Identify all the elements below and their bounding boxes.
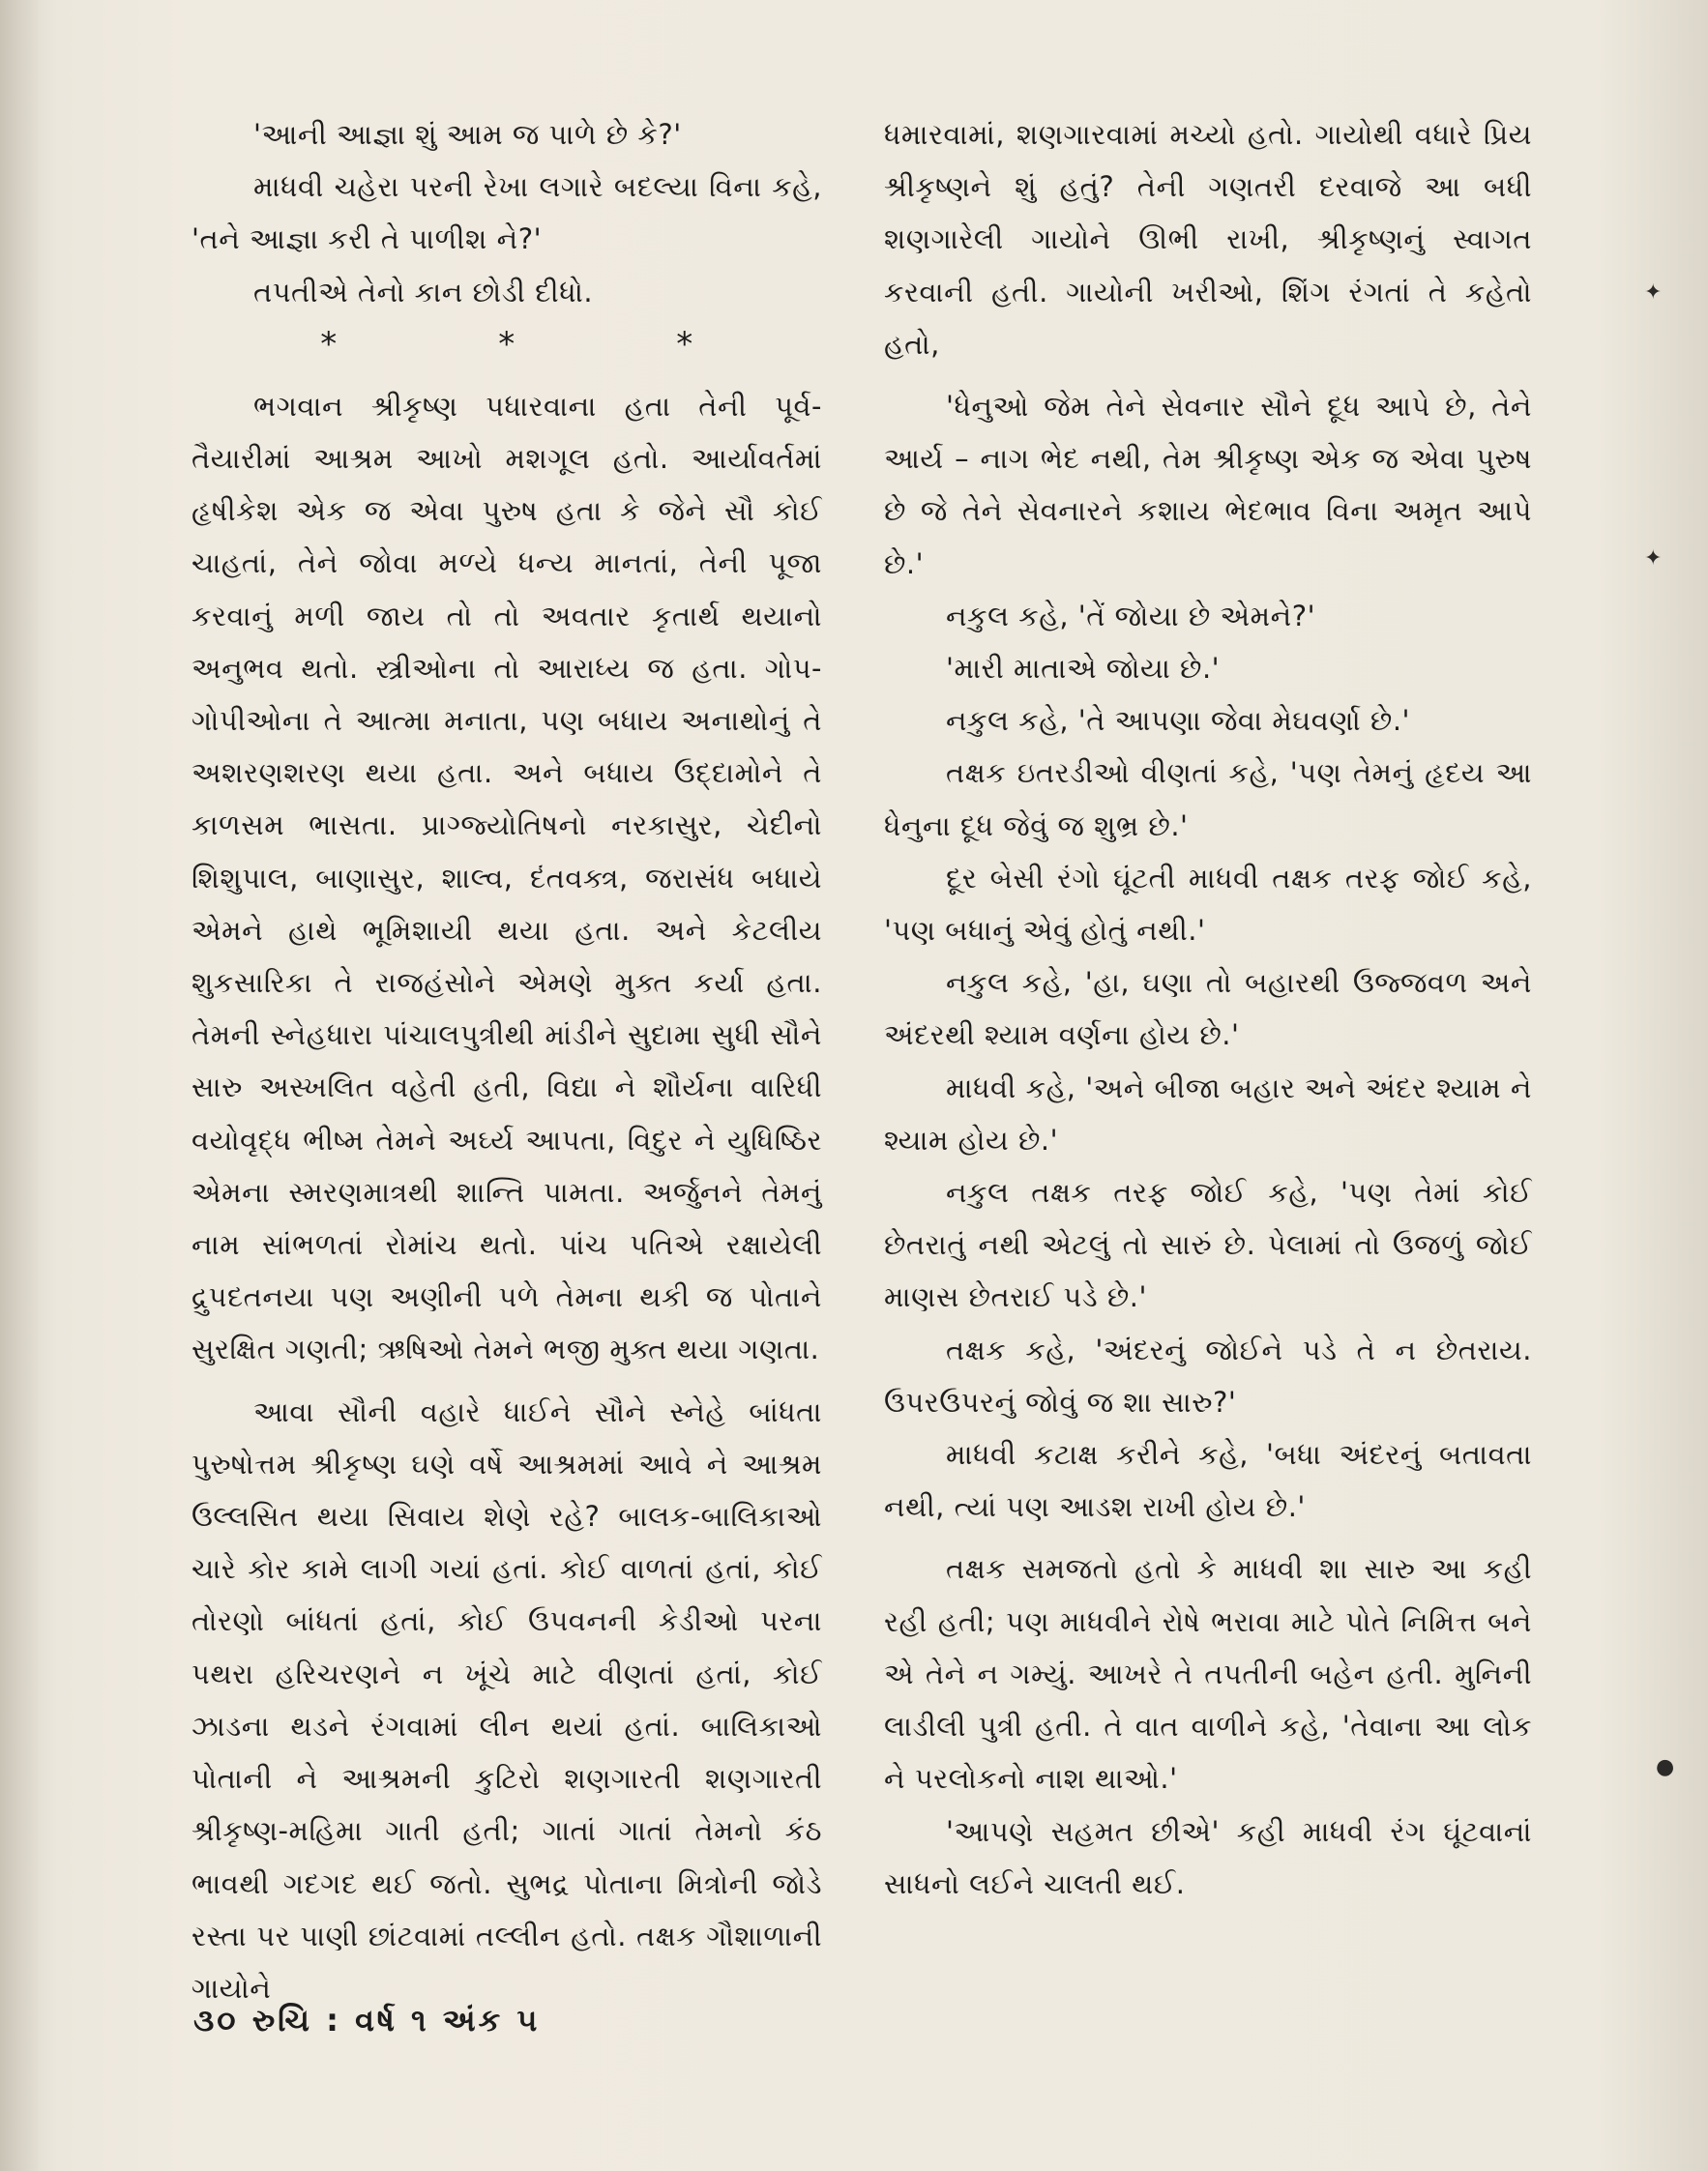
right-paragraph-6: તક્ષક ઇતરડીઓ વીણતાં કહે, 'પણ તેમનું હૃદય આ ધેનુના દૂધ જેવું જ શુભ્ર છે.' [884, 756, 1532, 842]
right-paragraph-9: માધવી કહે, 'અને બીજા બહાર અને અંદર શ્યામ ને શ્યામ હોય છે.' [884, 1071, 1532, 1157]
right-paragraph-13: તક્ષક સમજતો હતો કે માધવી શા સારુ આ કહી રહી હતી; પણ માધવીને રોષે ભરાવા માટે પોતે નિમિત્ત બને એ તેને ન ગમ્યું. આખરે તે તપતીની બહેન હતી. મુનિની લાડીલી પુત્રી હતી. તે વાત વાળીને કહે, 'તેવાના આ લોક ને પરલોકનો નાશ થાઓ.' [884, 1552, 1532, 1796]
separator-star: * [676, 324, 693, 364]
margin-mark: ✦ [1644, 546, 1663, 571]
right-paragraph-5: નકુલ કહે, 'તે આપણા જેવા મેઘવર્ણા છે.' [946, 704, 1411, 738]
right-paragraph-14: 'આપણે સહમત છીએ' કહી માધવી રંગ ઘૂંટવાનાં સાધનો લઈને ચાલતી થઈ. [884, 1814, 1532, 1900]
left-paragraph-5: આવા સૌની વહારે ધાઈને સૌને સ્નેહે બાંધતા પુરુષોત્તમ શ્રીકૃષ્ણ ઘણે વર્ષે આશ્રમમાં આવે ને આશ્રમ ઉલ્લસિત થયા સિવાય શેણે રહે? બાલક-બાલિકાઓ ચારે કોર કામે લાગી ગયાં હતાં. કોઈ વાળતાં હતાં, કોઈ તોરણો બાંધતાં હતાં, કોઈ ઉપવનની કેડીઓ પરના પથરા હરિચરણને ન ખૂંચે માટે વીણતાં હતાં, કોઈ ઝાડના થડને રંગવામાં લીન થયાં હતાં. બાલિકાઓ પોતાની ને આશ્રમની કુટિરો શણગારતી શણગારતી શ્રીકૃષ્ણ-મહિમા ગાતી હતી; ગાતાં ગાતાં તેમનો કંઠ ભાવથી ગદગદ થઈ જતો. સુભદ્ર પોતાના મિત્રોની જોડે રસ્તા પર પાણી છાંટવામાં તલ્લીન હતો. તક્ષક ગૌશાળાની ગાયોને [191, 1394, 822, 2005]
section-separator [191, 318, 822, 370]
right-paragraph-8: નકુલ કહે, 'હા, ઘણા તો બહારથી ઉજ્જવળ અને અંદરથી શ્યામ વર્ણના હોય છે.' [884, 966, 1532, 1052]
left-column [191, 108, 822, 2014]
separator-star: * [320, 324, 338, 364]
right-paragraph-10: નકુલ તક્ષક તરફ જોઈ કહે, 'પણ તેમાં કોઈ છેતરાતું નથી એટલું તો સારું છે. પેલામાં તો ઉજળું જોઈ માણસ છેતરાઈ પડે છે.' [884, 1176, 1532, 1314]
margin-mark: ✦ [1644, 280, 1663, 305]
right-paragraph-12: માધવી કટાક્ષ કરીને કહે, 'બધા અંદરનું બતાવતા નથી, ત્યાં પણ આડશ રાખી હોય છે.' [884, 1438, 1532, 1524]
right-paragraph-3: નકુલ કહે, 'તેં જોયા છે એમને?' [946, 599, 1316, 632]
right-paragraph-7: દૂર બેસી રંગો ઘૂંટતી માધવી તક્ષક તરફ જોઈ કહે, 'પણ બધાનું એવું હોતું નથી.' [884, 861, 1532, 948]
left-paragraph-1: 'આની આજ્ઞા શું આમ જ પાળે છે કે?' [253, 118, 682, 151]
right-paragraph-2: 'ધેનુઓ જેમ તેને સેવનાર સૌને દૂધ આપે છે, તેને આર્ય – નાગ ભેદ નથી, તેમ શ્રીકૃષ્ણ એક જ એવા પુરુષ છે જે તેને સેવનારને કશાય ભેદભાવ વિના અમૃત આપે છે.' [884, 390, 1532, 580]
right-column [884, 108, 1532, 1910]
left-paragraph-2: માધવી ચહેરા પરની રેખા લગારે બદલ્યા વિના કહે, 'તને આજ્ઞા કરી તે પાળીશ ને?' [191, 170, 822, 256]
separator-star: * [498, 324, 515, 364]
left-paragraph-3: તપતીએ તેનો કાન છોડી દીધો. [253, 275, 594, 308]
page-binding-edge [0, 0, 39, 2171]
right-paragraph-4: 'મારી માતાએ જોયા છે.' [946, 652, 1221, 686]
page-footer: ૩૦ રુચિ : વર્ષ ૧ અંક ૫ [193, 2002, 541, 2039]
right-paragraph-1: ધમારવામાં, શણગારવામાં મચ્યો હતો. ગાયોથી વધારે પ્રિય શ્રીકૃષ્ણને શું હતું? તેની ગણતરી દરવાજે આ બધી શણગારેલી ગાયોને ઊભી રાખી, શ્રીકૃષ્ણનું સ્વાગત કરવાની હતી. ગાયોની ખરીઓ, શિંગ રંગતાં તે કહેતો હતો, [884, 118, 1532, 361]
right-paragraph-11: તક્ષક કહે, 'અંદરનું જોઈને પડે તે ન છેતરાય. ઉપરઉપરનું જોવું જ શા સારુ?' [884, 1333, 1532, 1419]
margin-mark: ● [1656, 1755, 1675, 1779]
left-paragraph-4: ભગવાન શ્રીકૃષ્ણ પધારવાના હતા તેની પૂર્વ-તૈયારીમાં આશ્રમ આખો મશગૂલ હતો. આર્યાવર્તમાં હૃષીકેશ એક જ એવા પુરુષ હતા કે જેને સૌ કોઈ ચાહતાં, તેને જોવા મળ્યે ધન્ય માનતાં, તેની પૂજા કરવાનું મળી જાય તો તો અવતાર કૃતાર્થ થયાનો અનુભવ થતો. સ્ત્રીઓના તો આરાધ્ય જ હતા. ગોપ-ગોપીઓના તે આત્મા મનાતા, પણ બધાય અનાથોનું તે અશરણશરણ થયા હતા. અને બધાય ઉદ્દામોને તે કાળસમ ભાસતા. પ્રાગ્જ્યોતિષનો નરકાસુર, ચેદીનો શિશુપાલ, બાણાસુર, શાલ્વ, દંતવક્ત્ર, જરાસંધ બધાયે એમને હાથે ભૂમિશાયી થયા હતા. અને કેટલીય શુકસારિકા તે રાજહંસોને એમણે મુક્ત કર્યા હતા. તેમની સ્નેહધારા પાંચાલપુત્રીથી માંડીને સુદામા સુધી સૌને સારુ અસ્ખલિત વહેતી હતી, વિદ્યા ને શૌર્યના વારિધી વયોવૃદ્ધ ભીષ્મ તેમને અર્ઘ્ય આપતા, વિદુર ને યુધિષ્ઠિર એમના સ્મરણમાત્રથી શાન્તિ પામતા. અર્જુનને તેમનું નામ સાંભળતાં રોમાંચ થતો. પાંચ પતિએ રક્ષાયેલી દ્રુપદતનયા પણ અણીની પળે તેમના થકી જ પોતાને સુરક્ષિત ગણતી; ઋષિઓ તેમને ભજી મુક્ત થયા ગણતા. [191, 389, 822, 1366]
